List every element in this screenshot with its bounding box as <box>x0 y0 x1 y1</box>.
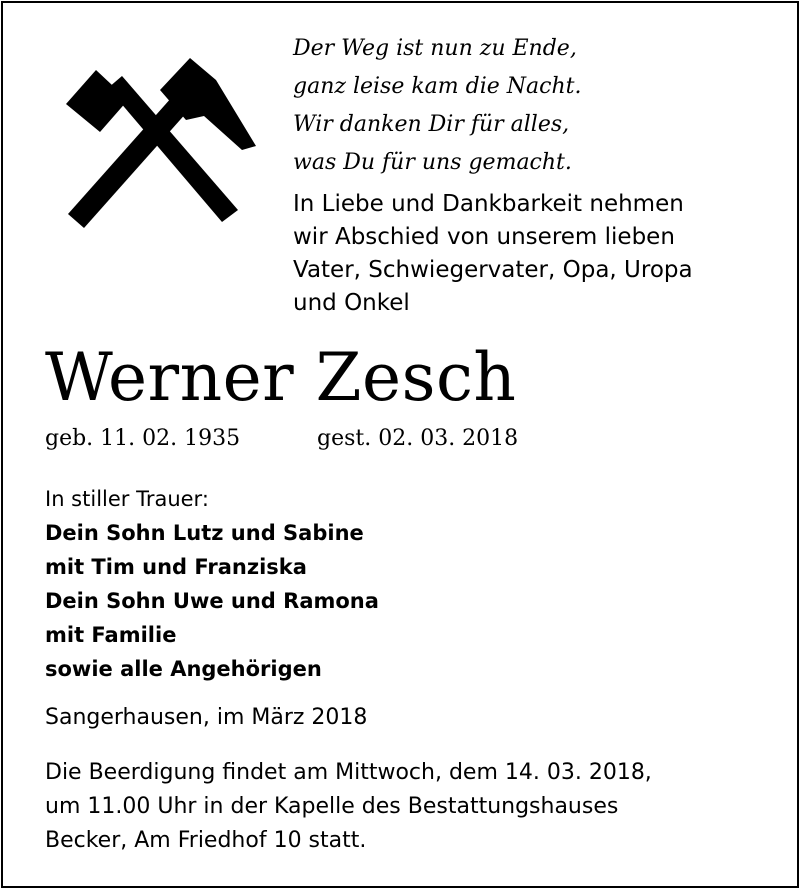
funeral-info <box>45 756 652 858</box>
mourners-lead: In stiller Trauer: <box>45 487 209 511</box>
intro-line: In Liebe und Dankbarkeit nehmen <box>293 191 684 217</box>
poem-line: Wir danken Dir für alles, <box>293 112 570 137</box>
birth-date: geb. 11. 02. 1935 <box>45 426 241 451</box>
mourner-line: sowie alle Angehörigen <box>45 657 322 681</box>
funeral-line: Die Beerdigung findet am Mittwoch, dem 14. 03. 2018, <box>45 760 652 785</box>
poem-line: Der Weg ist nun zu Ende, <box>293 36 577 61</box>
intro-line: und Onkel <box>293 290 410 316</box>
mourner-line: mit Tim und Franziska <box>45 555 307 579</box>
poem-line: was Du für uns gemacht. <box>293 150 572 175</box>
place-and-date: Sangerhausen, im März 2018 <box>45 705 368 730</box>
life-dates <box>45 424 519 454</box>
death-date: gest. 02. 03. 2018 <box>317 426 519 451</box>
deceased-name: Werner Zesch <box>45 339 517 416</box>
mourner-line: Dein Sohn Uwe und Ramona <box>45 589 379 613</box>
funeral-line: Becker, Am Friedhof 10 statt. <box>45 828 367 853</box>
funeral-line: um 11.00 Uhr in der Kapelle des Bestattungshauses <box>45 794 619 819</box>
mourner-line: mit Familie <box>45 623 177 647</box>
mourners-list <box>45 482 379 686</box>
intro-text <box>293 188 733 320</box>
poem <box>293 30 581 182</box>
intro-line: wir Abschied von unserem lieben <box>293 224 675 250</box>
intro-line: Vater, Schwiegervater, Opa, Uropa <box>293 257 693 283</box>
mourner-line: Dein Sohn Lutz und Sabine <box>45 521 364 545</box>
hammer-and-pick-icon <box>60 50 260 240</box>
poem-line: ganz leise kam die Nacht. <box>293 74 582 99</box>
